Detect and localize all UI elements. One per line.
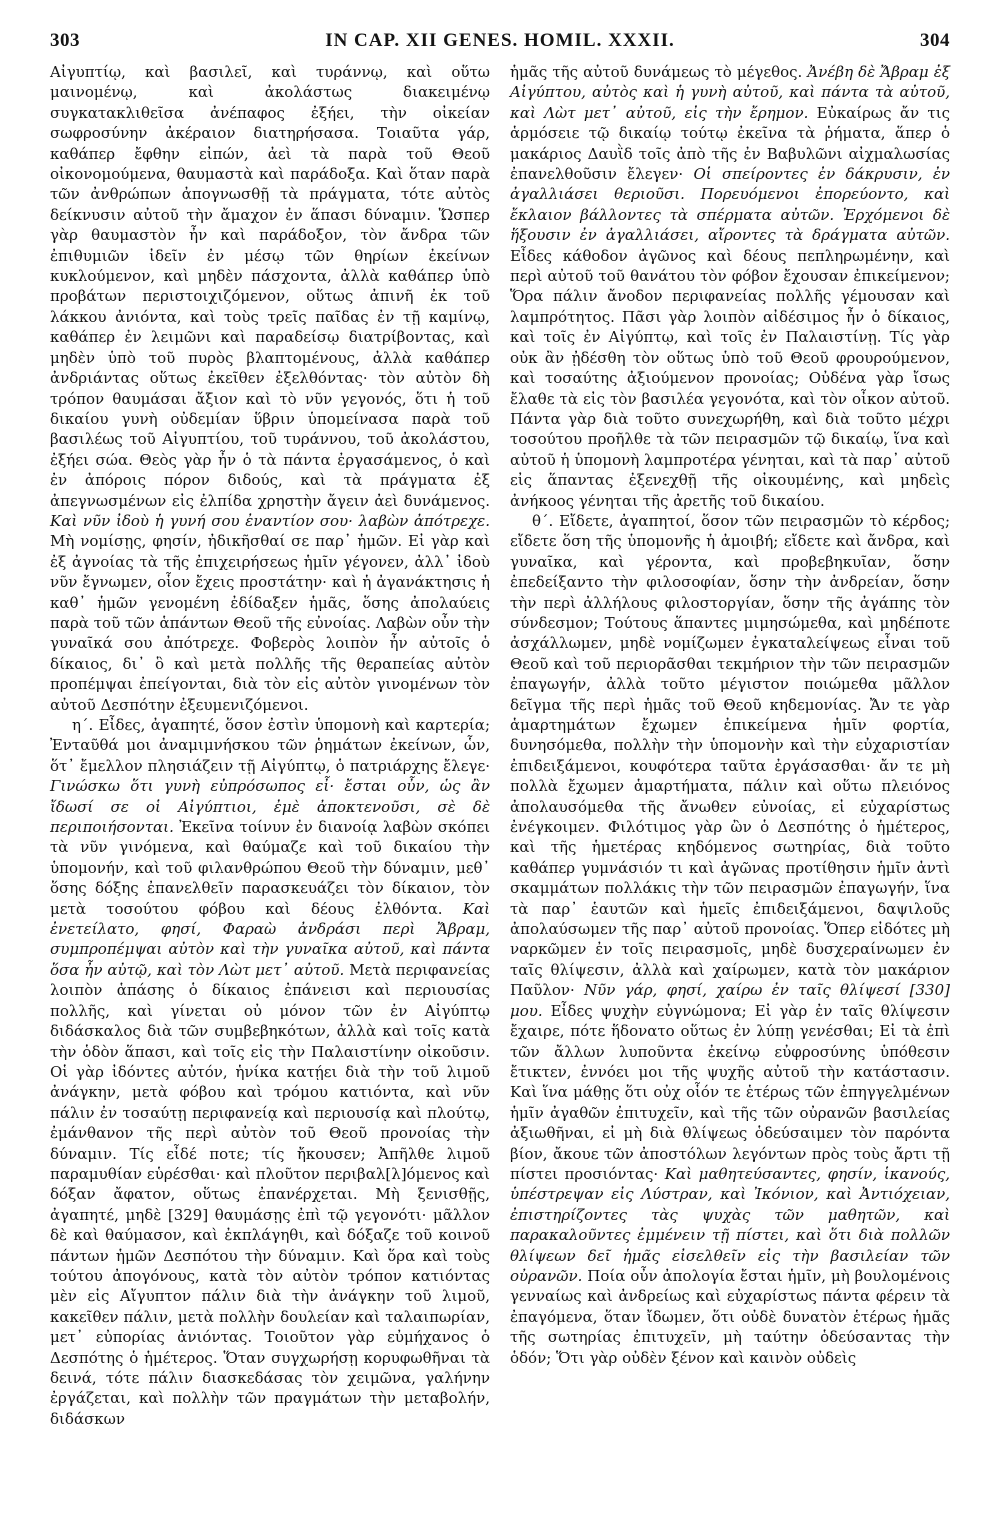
text-run: Ἐκεῖνα τοίνυν ἐν διανοίᾳ λαβὼν σκόπει τὰ νῦν γινόμενα, καὶ θαύμαζε καὶ τοῦ δικαίου τὴν ὑπομονήν, καὶ τοῦ φιλανθρώπου Θεοῦ τὴν δύναμιν, μεθ᾽ ὅσης δόξης ἐπανελθεῖν παρασκευάζει τὸν δίκαιον, τὸν μετὰ τοσούτου φόβου καὶ δέους ἐλθόντα.: [50, 818, 490, 918]
text-run: θ΄. Εἴδετε, ἀγαπητοί, ὅσον τῶν πειρασμῶν τὸ κέρδος; εἴδετε ὅση τῆς ὑπομονῆς ἡ ἀμοιβή; εἴδετε καὶ ἄνδρα, καὶ γυναῖκα, καὶ γέροντα, καὶ προβεβηκυῖαν, ὅσην ἐπεδείξαντο τὴν φιλοσοφίαν, ὅσην τὴν ἀνδρείαν, ὅσην τὴν περὶ ἀλλήλους φιλοστοργίαν, ὅσην τῆς ἀγάπης τὸν σύνδεσμον; Τούτους ἅπαντες μιμησώμεθα, καὶ μηδέποτε ἀσχάλλωμεν, μηδὲ νομίζωμεν ἐγκαταλείψεως εἶναι τοῦ Θεοῦ καὶ τοῦ περιορᾶσθαι τεκμήριον τὴν τῶν πειρασμῶν ἐπαγωγήν, ἀλλὰ τοῦτο μέγιστον ποιώμεθα μᾶλλον δεῖγμα τῆς περὶ ἡμᾶς τοῦ Θεοῦ κηδεμονίας. Ἄν τε γὰρ ἁμαρτημάτων ἔχωμεν ἐπικείμενα ἡμῖν φορτία, δυνησόμεθα, πολλὴν τὴν ὑπομονὴν καὶ τὴν εὐχαριστίαν ἐπιδειξάμενοι, κουφότερα ταῦτα ἐργάσασθαι· ἄν τε μὴ πολλὰ ἔχωμεν ἁμαρτήματα, πάλιν καὶ οὕτω πλειόνος ἀπολαυσόμεθα τῆς ἄνωθεν εὐνοίας, εἰ εὐχαρίστως ἐνέγκοιμεν. Φιλότιμος γὰρ ὢν ὁ Δεσπότης ὁ ἡμέτερος, καὶ τῆς ἡμετέρας κηδόμενος σωτηρίας, διὰ τοῦτο καθάπερ γυμνάσιόν τι καὶ ἀγῶνας προτίθησιν ἡμῖν ἀντὶ σκαμμάτων πολλάκις τὴν τῶν πειρασμῶν ἐπαγωγήν, ἵνα τὰ παρ᾽ ἑαυτῶν καὶ ἡμεῖς ἐπιδειξάμενοι, δαψιλοῦς ἀπολαύσωμεν τῆς παρ᾽ αὐτοῦ προνοίας. Ὅπερ εἰδότες μὴ ναρκῶμεν ἐν τοῖς πειρασμοῖς, μηδὲ δυσχεραίνωμεν ἐν ταῖς θλίψεσιν, ἀλλὰ καὶ χαίρωμεν, κατὰ τὸν μακάριον Παῦλον·: [510, 511, 950, 1000]
text-run: ἡμᾶς τῆς αὐτοῦ δυνάμεως τὸ μέγεθος.: [510, 63, 808, 81]
running-title: IN CAP. XII GENES. HOMIL. XXXII.: [325, 30, 675, 51]
scripture-quote: Καὶ μαθητεύσαντες, φησίν, ἱκανούς, ὑπέστρεψαν εἰς Λύστραν, καὶ Ἰκόνιον, καὶ Ἀντιόχειαν, ἐπιστηρίζοντες τὰς ψυχὰς τῶν μαθητῶν, καὶ παρακαλοῦντες ἐμμένειν τῇ πίστει, καὶ ὅτι διὰ πολλῶν θλίψεων δεῖ ἡμᾶς εἰσελθεῖν εἰς τὴν βασιλείαν τῶν οὐρανῶν.: [510, 1164, 951, 1285]
text-run: Μὴ νομίσῃς, φησίν, ἠδικῆσθαί σε παρ᾽ ἡμῶν. Εἰ γὰρ καὶ ἐξ ἀγνοίας τὰ τῆς ἐπιχειρήσεως ἡμῖν γέγονεν, ἀλλ᾽ ἰδοὺ νῦν ἔγνωμεν, οἷον ἔχεις προστάτην· καὶ ἡ ἀγανάκτησις ἡ καθ᾽ ἡμῶν γενομένη ἐδίδαξεν ἡμᾶς, ὅσης ἀπολαύεις παρὰ τοῦ τῶν ἁπάντων Θεοῦ τῆς εὐνοίας. Λαβὼν οὖν τὴν γυναῖκά σου ἀπότρεχε. Φοβερὸς λοιπὸν ἦν αὐτοῖς ὁ δίκαιος, δι᾽ ὃ καὶ μετὰ πολλῆς τῆς θεραπείας αὐτὸν προπέμψαι ἐπείγονται, διὰ τὸν εἰς αὐτὸν γινομένων τὸν αὐτοῦ Δεσπότην ἐξευμενιζόμενοι.: [50, 532, 490, 714]
text-run: Εἶδες κάθοδον ἀγῶνος καὶ δέους πεπληρωμένην, καὶ περὶ αὐτοῦ τοῦ θανάτου τὸν φόβον ἔχουσαν ἐπικείμενον; Ὅρα πάλιν ἄνοδον περιφανείας πολλῆς γέμουσαν καὶ λαμπρότητος. Πᾶσι γὰρ λοιπὸν αἰδέσιμος ἦν ὁ δίκαιος, καὶ τοῖς ἐν Αἰγύπτῳ, καὶ τοῖς ἐν Παλαιστίνῃ. Τίς γὰρ οὐκ ἂν ᾐδέσθη τὸν οὕτως ὑπὸ τοῦ Θεοῦ φρουρούμενον, καὶ τοσαύτης ἀξιούμενον προνοίας; Οὐδένα γὰρ ἴσως ἔλαθε τὰ εἰς τὸν βασιλέα γεγονότα, καὶ τὸν οἶκον αὐτοῦ. Πάντα γὰρ διὰ τοῦτο συνεχωρήθη, καὶ διὰ τοῦτο μέχρι τοσούτου προῆλθε τὰ τῶν πειρασμῶν τῷ δικαίῳ, ἵνα καὶ αὐτοῦ ἡ ὑπομονὴ λαμπροτέρα γένηται, καὶ τὰ παρ᾽ αὐτοῦ εἰς ἅπαντας ἐξενεχθῇ τῆς οἰκουμένης, καὶ μηδεὶς ἀνήκοος γένηται τῆς ἀρετῆς τοῦ δικαίου.: [510, 246, 950, 510]
scripture-quote: Νῦν γάρ, φησί, χαίρω ἐν ταῖς θλίψεσί [330] μου.: [510, 981, 950, 1020]
text-run: Μετὰ περιφανείας λοιπὸν ἁπάσης ὁ δίκαιος ἐπάνεισι καὶ περιουσίας πολλῆς, καὶ γίνεται οὐ μόνον τῶν ἐν Αἰγύπτῳ διδάσκαλος διὰ τῶν συμβεβηκότων, ἀλλὰ καὶ τοῖς κατὰ τὴν ὁδὸν ἅπασι, καὶ τοῖς εἰς τὴν Παλαιστίνην οἰκοῦσιν. Οἱ γὰρ ἰδόντες αὐτόν, ἡνίκα κατῄει διὰ τὴν τοῦ λιμοῦ ἀνάγκην, μετὰ φόβου καὶ τρόμου κατιόντα, καὶ νῦν πάλιν ἐν τοσαύτῃ περιφανείᾳ καὶ περιουσίᾳ καὶ πλούτῳ, ἐμάνθανον τῆς περὶ αὐτὸν τοῦ Θεοῦ προνοίας τὴν δύναμιν. Τίς εἶδέ ποτε; τίς ἤκουσεν; Ἀπῆλθε λιμοῦ παραμυθίαν εὑρέσθαι· καὶ πλοῦτον περιβαλ[λ]όμενος καὶ δόξαν ἄφατον, οὕτως ἐπανέρχεται. Μὴ ξενισθῇς, ἀγαπητέ, μηδὲ [329] θαυμάσῃς ἐπὶ τῷ γεγονότι· μᾶλλον δὲ καὶ θαύμασον, καὶ ἐκπλάγηθι, καὶ δόξαζε τοῦ κοινοῦ πάντων ἡμῶν Δεσπότου τὴν δύναμιν. Καὶ ὅρα καὶ τοὺς τούτου ἀπογόνους, κατὰ τὸν αὐτὸν τρόπον κατιόντας μὲν εἰς Αἴγυπτον πάλιν διὰ τὴν ἀνάγκην τοῦ λιμοῦ, κακεῖθεν πάλιν, μετὰ πολλὴν δουλείαν καὶ ταλαιπωρίαν, μετ᾽ εὐπορίας ἀνιόντας. Τοιοῦτον γὰρ εὐμήχανος ὁ Δεσπότης ὁ ἡμέτερος. Ὅταν συγχωρήσῃ κορυφωθῆναι τὰ δεινά, τότε πάλιν διασκεδάσας τὸν χειμῶνα, γαλήνην ἐργάζεται, καὶ πολλὴν τῶν πραγμάτων τὴν μεταβολήν, διδάσκων: [50, 960, 490, 1428]
scripture-quote: Γινώσκω ὅτι γυνὴ εὐπρόσωπος εἶ· ἔσται οὖν, ὡς ἂν ἴδωσί σε οἱ Αἰγύπτιοι, ἐμὲ ἀποκτενοῦσι, σὲ δὲ περιποιήσονται.: [50, 777, 490, 837]
scripture-quote: Οἱ σπείροντες ἐν δάκρυσιν, ἐν ἀγαλλιάσει θεριοῦσι. Πορευόμενοι ἐπορεύοντο, καὶ ἔκλαιον βάλλοντες τὰ σπέρματα αὐτῶν. Ἐρχόμενοι δὲ ἥξουσιν ἐν ἀγαλλιάσει, αἴροντες τὰ δράγματα αὐτῶν.: [510, 165, 950, 245]
right-column-number: 304: [919, 30, 950, 51]
text-run: Ποία οὖν ἀπολογία ἔσται ἡμῖν, μὴ βουλομένοις γενναίως καὶ ἀνδρείως καὶ εὐχαρίστως πάντα φέρειν τὰ ἐπαγόμενα, ὅταν ἴδωμεν, ὅτι οὐδὲ δυνατὸν ἑτέρως ἡμᾶς τῆς σωτηρίας ἐπιτυχεῖν, μὴ ταύτην ὁδεύσαντας τὴν ὁδόν; Ὅτι γὰρ οὐδὲν ξένον καὶ καινὸν οὐδεὶς: [510, 1266, 950, 1367]
running-header: [50, 30, 950, 52]
left-column-number: 303: [50, 30, 80, 51]
scripture-quote: Ἀνέβη δὲ Ἄβραμ ἐξ Αἰγύπτου, αὐτὸς καὶ ἡ γυνὴ αὐτοῦ, καὶ πάντα τὰ αὐτοῦ, καὶ Λὼτ μετ᾽ αὐτοῦ, εἰς τὴν ἔρημον.: [510, 63, 951, 122]
paragraph: [50, 62, 490, 715]
text-run: Εὐκαίρως ἄν τις ἁρμόσειε τῷ δικαίῳ τούτῳ ἐκεῖνα τὰ ῥήματα, ἅπερ ὁ μακάριος Δαυῒδ τοῖς ἀπὸ τῆς ἐν Βαβυλῶνι αἰχμαλωσίας ἐπανελθοῦσιν ἔλεγεν·: [510, 103, 950, 184]
text-run: Εἶδες ψυχὴν εὐγνώμονα; Εἰ γὰρ ἐν ταῖς θλίψεσιν ἔχαιρε, πότε ἥδονατο οὕτως ἐν λύπῃ γενέσθαι; Εἰ τὰ ἐπὶ τῶν ἄλλων λυποῦντα ἐκείνῳ εὐφροσύνης ὑπόθεσιν ἔτικτεν, ἐννόει μοι τῆς ψυχῆς αὐτοῦ τὴν κατάστασιν. Καὶ ἵνα μάθῃς ὅτι οὐχ οἷόν τε ἑτέρως τῶν ἐπηγγελμένων ἡμῖν ἀγαθῶν ἐπιτυχεῖν, καὶ τῆς τῶν οὐρανῶν βασιλείας ἀξιωθῆναι, εἰ μὴ διὰ θλίψεως ὁδεύσαιμεν τὸν παρόντα βίον, ἄκουε τῶν ἀποστόλων λεγόντων πρὸς τοὺς ἄρτι τῇ πίστει προσιόντας·: [510, 1001, 950, 1183]
text-columns: [50, 62, 950, 1429]
text-run: η΄. Εἶδες, ἀγαπητέ, ὅσον ἐστὶν ὑπομονὴ καὶ καρτερία; Ἐνταῦθά μοι ἀναμιμνήσκου τῶν ῥημάτων ἐκείνων, ὧν, ὅτ᾽ ἔμελλον πλησιάζειν τῇ Αἰγύπτῳ, ὁ πατριάρχης ἔλεγε·: [50, 716, 490, 775]
scripture-quote: Καὶ ἐνετείλατο, φησί, Φαραὼ ἀνδράσι περὶ Ἄβραμ, συμπροπέμψαι αὐτὸν καὶ τὴν γυναῖκα αὐτοῦ, καὶ πάντα ὅσα ἦν αὐτῷ, καὶ τὸν Λὼτ μετ᾽ αὐτοῦ.: [50, 899, 490, 979]
left-column: [50, 62, 490, 1429]
text-run: Αἰγυπτίῳ, καὶ βασιλεῖ, καὶ τυράννῳ, καὶ οὕτω μαινομένῳ, καὶ ἀκολάστως διακειμένῳ συγκατακλιθεῖσα ἀνέπαφος ἐξήει, τὴν οἰκείαν σωφροσύνην ἀκέραιον διατηρήσασα. Τοιαῦτα γάρ, καθάπερ ἔφθην εἰπών, ἀεὶ τὰ παρὰ τοῦ Θεοῦ οἰκονομούμενα, θαυμαστὰ καὶ παράδοξα. Καὶ ὅταν παρὰ τῶν ἀνθρώπων ἀπογνωσθῇ τὰ πράγματα, τότε αὐτὸς δείκνυσιν αὐτοῦ τὴν ἄμαχον ἐν ἅπασι δύναμιν. Ὥσπερ γὰρ θαυμαστὸν ἦν καὶ παράδοξον, τὸν ἄνδρα τῶν ἐπιθυμιῶν ἰδεῖν ἐν μέσῳ τῶν θηρίων ἐκείνων κυκλούμενον, καὶ μηδὲν πάσχοντα, ἀλλὰ καθάπερ ὑπὸ προβάτων περιστοιχιζόμενον, οὕτως ἀπινῆ ἐκ τοῦ λάκκου ἀνιόντα, καὶ τοὺς τρεῖς παῖδας ἐν τῇ καμίνῳ, καθάπερ ἐν λειμῶνι καὶ παραδείσῳ διατρίβοντας, καὶ μηδὲν ὑπὸ τοῦ πυρὸς βλαπτομένους, ἀλλὰ καθάπερ ἀνδριάντας οὕτως ἐκεῖθεν ἐξελθόντας· τὸν αὐτὸν δὴ τρόπον θαυμάσαι ἄξιον καὶ τὸ νῦν γεγονός, ὅτι ἡ τοῦ δικαίου γυνὴ οὐδεμίαν ὕβριν ὑπομείνασα παρὰ τοῦ βασιλέως τοῦ Αἰγυπτίου, τοῦ τυράννου, τοῦ ἀκολάστου, ἐξήει σώα. Θεὸς γὰρ ἦν ὁ τὰ πάντα ἐργασάμενος, ὁ καὶ ἐν ἀπόροις πόρον διδούς, καὶ τὰ πράγματα ἐξ ἀπεγνωσμένων εἰς ἐλπίδα χρηστὴν ἄγειν ἀεὶ δυνάμενος.: [50, 63, 490, 510]
right-column: [510, 62, 950, 1429]
paragraph: [510, 511, 950, 1368]
paragraph: [510, 62, 950, 511]
scripture-quote: Καὶ νῦν ἰδοὺ ἡ γυνή σου ἐναντίον σου· λαβὼν ἀπότρεχε.: [50, 511, 490, 530]
paragraph: [50, 715, 490, 1429]
